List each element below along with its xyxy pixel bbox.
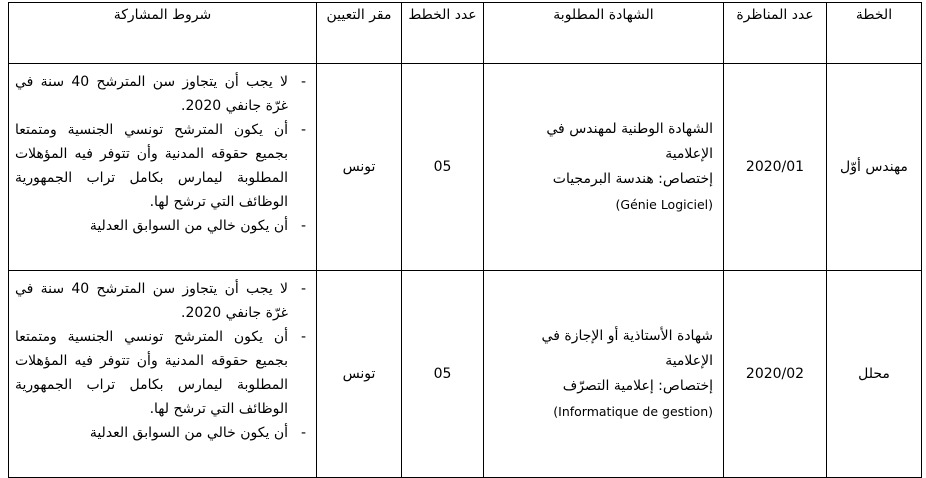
list-item	[15, 277, 310, 325]
list-item	[15, 214, 310, 238]
conditions-list	[15, 70, 310, 238]
header-competition-number: عدد المناظرة	[724, 3, 827, 64]
plans-count-cell: 05	[402, 64, 484, 271]
bullet-dash: -	[300, 281, 306, 297]
table-header	[9, 3, 922, 64]
condition-text: لا يجب أن يتجاوز سن المترشح 40 سنة في غرّة جانفي 2020.	[15, 281, 288, 321]
list-item	[15, 421, 310, 445]
condition-text: لا يجب أن يتجاوز سن المترشح 40 سنة في غرّة جانفي 2020.	[15, 74, 288, 114]
certificate-cell	[484, 64, 724, 271]
header-plan: الخطة	[827, 3, 922, 64]
header-plans-count: عدد الخطط	[402, 3, 484, 64]
list-item	[15, 325, 310, 421]
conditions-list	[15, 277, 310, 445]
conditions-cell	[9, 271, 317, 478]
header-location: مقر التعيين	[317, 3, 402, 64]
list-item	[15, 118, 310, 214]
header-conditions: شروط المشاركة	[9, 3, 317, 64]
location-cell: تونس	[317, 271, 402, 478]
bullet-dash: -	[300, 218, 306, 234]
condition-text: أن يكون المترشح تونسي الجنسية ومتمتعا بجميع حقوقه المدنية وأن تتوفر فيه المؤهلات المطلوبة ليمارس بكامل تراب الجمهورية الوظائف التي ترشح لها.	[15, 329, 288, 417]
table-row	[9, 64, 922, 271]
plan-cell: مهندس أوّل	[827, 64, 922, 271]
table-row	[9, 271, 922, 478]
certificate-specialty-french: (Informatique de gestion)	[553, 404, 713, 419]
header-certificate: الشهادة المطلوبة	[484, 3, 724, 64]
condition-text: أن يكون خالي من السوابق العدلية	[89, 425, 288, 441]
bullet-dash: -	[300, 425, 306, 441]
certificate-specialty: إختصاص: هندسة البرمجيات	[552, 171, 713, 187]
header-row	[9, 3, 922, 64]
competition-number-cell: 2020/02	[724, 271, 827, 478]
plan-cell: محلل	[827, 271, 922, 478]
certificate-line-2: الإعلامية	[665, 353, 713, 369]
certificate-line-2: الإعلامية	[665, 146, 713, 162]
competition-number-cell: 2020/01	[724, 64, 827, 271]
condition-text: أن يكون المترشح تونسي الجنسية ومتمتعا بجميع حقوقه المدنية وأن تتوفر فيه المؤهلات المطلوبة ليمارس بكامل تراب الجمهورية الوظائف التي ترشح لها.	[15, 122, 288, 210]
location-cell: تونس	[317, 64, 402, 271]
certificate-line-1: شهادة الأستاذية أو الإجازة في	[541, 328, 713, 344]
bullet-dash: -	[300, 329, 306, 345]
bullet-dash: -	[300, 74, 306, 90]
table-body	[9, 64, 922, 478]
condition-text: أن يكون خالي من السوابق العدلية	[89, 218, 288, 234]
certificate-line-1: الشهادة الوطنية لمهندس في	[546, 121, 713, 137]
bullet-dash: -	[300, 122, 306, 138]
plans-count-cell: 05	[402, 271, 484, 478]
certificate-specialty: إختصاص: إعلامية التصرّف	[562, 378, 713, 394]
list-item	[15, 70, 310, 118]
certificate-specialty-french: (Génie Logiciel)	[615, 197, 713, 212]
recruitment-table	[8, 2, 922, 478]
certificate-cell	[484, 271, 724, 478]
conditions-cell	[9, 64, 317, 271]
